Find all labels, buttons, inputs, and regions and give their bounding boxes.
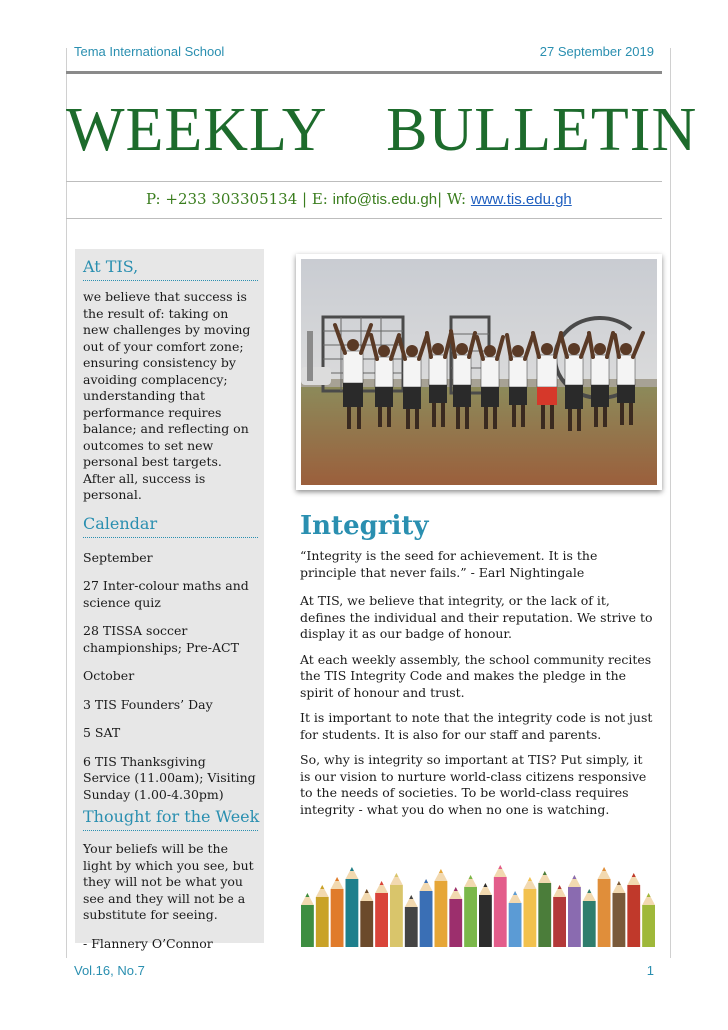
pencil-lead [454, 887, 458, 891]
bulletin-title: WEEKLY BULLETIN [66, 96, 698, 164]
article-title: Integrity [300, 511, 429, 541]
pencil-body [316, 897, 329, 947]
pencil-lead [617, 881, 621, 885]
at-tis-text: we believe that success is the result of: taking on new challenges by moving out of your comfort zone; ensuring consistency by avoiding complacency; understanding that performance requires balance; and reflecting on outcomes to set new personal best targets. After all, success is personal. [83, 289, 251, 502]
pencil-body [479, 895, 492, 947]
pencil-lead [409, 895, 413, 899]
calendar-item: 6 TIS Thanksgiving Service (11.00am); Visiting Sunday (1.00-4.30pm) [83, 753, 256, 802]
pencil-lead [632, 873, 636, 877]
divider [83, 537, 258, 538]
school-name: Tema International School [74, 44, 225, 59]
divider [83, 830, 258, 831]
calendar-heading: Calendar [83, 513, 158, 533]
pencil-body [301, 905, 314, 947]
pencil-body [553, 897, 566, 947]
pencil-lead [572, 875, 576, 879]
pencil-lead [439, 869, 443, 873]
pencil-body [583, 901, 596, 947]
pencil-lead [424, 879, 428, 883]
pencil-lead [513, 891, 517, 895]
pencil-lead [558, 885, 562, 889]
sidebar [75, 249, 264, 951]
at-tis-heading: At TIS, [83, 257, 139, 276]
header-rule [66, 71, 662, 74]
pencil-lead [602, 867, 606, 871]
pencils-illustration [300, 855, 656, 947]
contact-web-label: | W: [437, 190, 467, 208]
calendar-item: 5 SAT [83, 725, 121, 740]
article-paragraph: So, why is integrity so important at TIS? Put simply, it is our vision to nurture world-class citizens responsive to the needs of societies. To be world-class requires integrity - what you do when no one is watching. [300, 752, 647, 817]
photo-frame [296, 254, 662, 490]
pencil-lead [335, 877, 339, 881]
calendar-item: October [83, 668, 135, 683]
thought-author: - Flannery O’Connor [83, 935, 213, 951]
pencil-body [627, 885, 640, 947]
pencil-body [390, 885, 403, 947]
pencil-body [331, 889, 344, 947]
pencil-lead [365, 889, 369, 893]
pencil-body [435, 881, 448, 947]
students-photo [301, 259, 657, 485]
pencil-lead [380, 881, 384, 885]
pencil-body [642, 905, 655, 947]
colored-pencils-graphic [300, 855, 656, 947]
pencil-lead [350, 867, 354, 871]
calendar-item: 27 Inter-colour maths and science quiz [83, 578, 249, 610]
pencil-lead [543, 871, 547, 875]
pencil-lead [483, 883, 487, 887]
pencil-lead [469, 875, 473, 879]
pencil-lead [587, 889, 591, 893]
pencil-body [346, 879, 359, 947]
pencil-body [420, 891, 433, 947]
volume-number: Vol.16, No.7 [74, 963, 145, 978]
article-paragraph: At TIS, we believe that integrity, or the lack of it, defines the individual and their reputation. We strive to display it as our badge of honour. [300, 593, 653, 641]
article-paragraph: It is important to note that the integrity code is not just for students. It is also for our staff and parents. [300, 710, 653, 742]
pencil-body [568, 887, 581, 947]
contact-email[interactable]: info@tis.edu.gh [332, 191, 438, 208]
pencil-body [538, 883, 551, 947]
page-number: 1 [646, 963, 654, 978]
pencil-body [509, 903, 522, 947]
pencil-body [494, 877, 507, 947]
pencil-body [613, 893, 626, 947]
bulletin-date: 27 September 2019 [539, 44, 654, 59]
website-link[interactable]: www.tis.edu.gh [470, 191, 572, 208]
pencil-body [464, 887, 477, 947]
calendar-item: 28 TISSA soccer championships; Pre-ACT [83, 623, 239, 655]
calendar-item: September [83, 549, 153, 565]
pencil-lead [528, 877, 532, 881]
title-rule [66, 181, 662, 182]
calendar-list [75, 550, 264, 804]
pencil-body [524, 889, 537, 947]
pencil-body [449, 899, 462, 947]
contact-phone: P: +233 303305134 | E: [146, 190, 328, 208]
students-photo-illustration [301, 259, 657, 485]
pencil-body [375, 893, 388, 947]
divider [83, 280, 258, 281]
article-body [300, 548, 655, 827]
pencil-lead [647, 893, 651, 897]
calendar-item: 3 TIS Founders’ Day [83, 696, 213, 712]
pencil-lead [394, 873, 398, 877]
contact-line [146, 190, 572, 208]
thought-heading: Thought for the Week [83, 807, 260, 826]
pencil-body [598, 879, 611, 947]
article-paragraph: At each weekly assembly, the school community recites the TIS Integrity Code and makes the pledge in the spirit of honour and trust. [300, 651, 652, 700]
pencil-lead [498, 865, 502, 869]
pencil-body [405, 907, 418, 947]
article-quote: “Integrity is the seed for achievement. It is the principle that never fails.” - Earl Nightingale [300, 548, 598, 580]
pencil-body [360, 901, 373, 947]
thought-text: Your beliefs will be the light by which you see, but they will not be what you see and they will not be a substitute for seeing. [83, 841, 254, 922]
pencil-lead [320, 885, 324, 889]
contact-rule [66, 218, 662, 219]
pencil-lead [305, 893, 309, 897]
